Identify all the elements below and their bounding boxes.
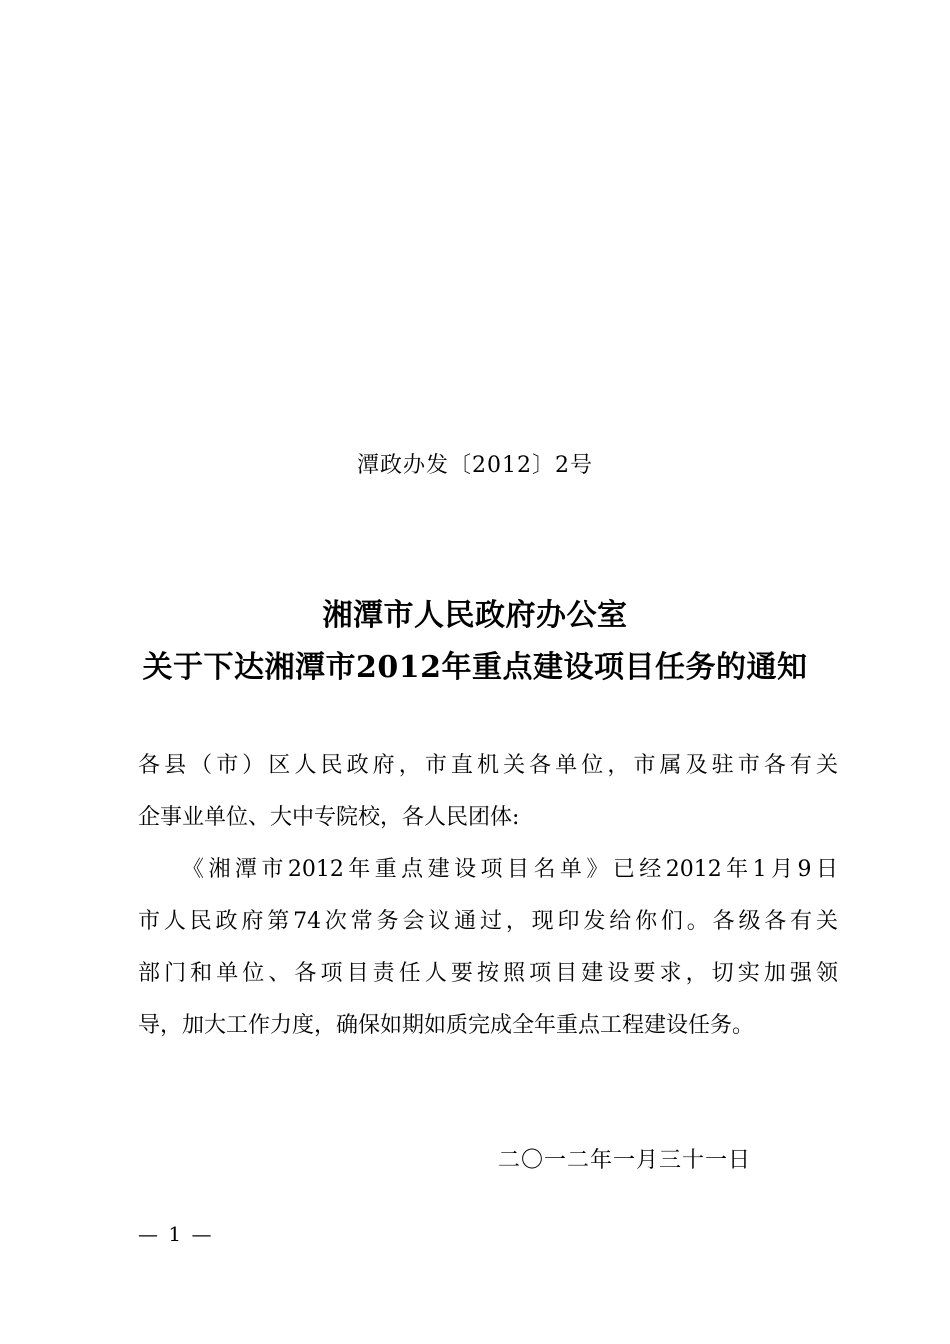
salutation-line-2: 企事业单位、大中专院校，各人民团体: <box>138 805 520 830</box>
paragraph-line-2: 市人民政府第74次常务会议通过，现印发给你们。各级各有关 <box>138 909 838 934</box>
paragraph-line-1: 《湘潭市2012年重点建设项目名单》已经2012年1月9日 <box>182 857 838 882</box>
paragraph-line-3: 部门和单位、各项目责任人要按照项目建设要求，切实加强领 <box>138 961 838 986</box>
paragraph-line-4: 导，加大工作力度，确保如期如质完成全年重点工程建设任务。 <box>138 1013 755 1038</box>
issue-date: 二〇一二年一月三十一日 <box>498 1148 752 1173</box>
document-title-line-1: 湘潭市人民政府办公室 <box>322 598 628 633</box>
page-number: — 1 — <box>138 1222 214 1246</box>
salutation <box>138 740 838 844</box>
body-paragraph <box>138 844 838 1052</box>
salutation-line-1: 各县（市）区人民政府，市直机关各单位，市属及驻市各有关 <box>138 753 838 778</box>
document-number: 潭政办发〔2012〕2号 <box>357 453 593 478</box>
document-title-line-2: 关于下达湘潭市2012年重点建设项目任务的通知 <box>142 650 808 685</box>
